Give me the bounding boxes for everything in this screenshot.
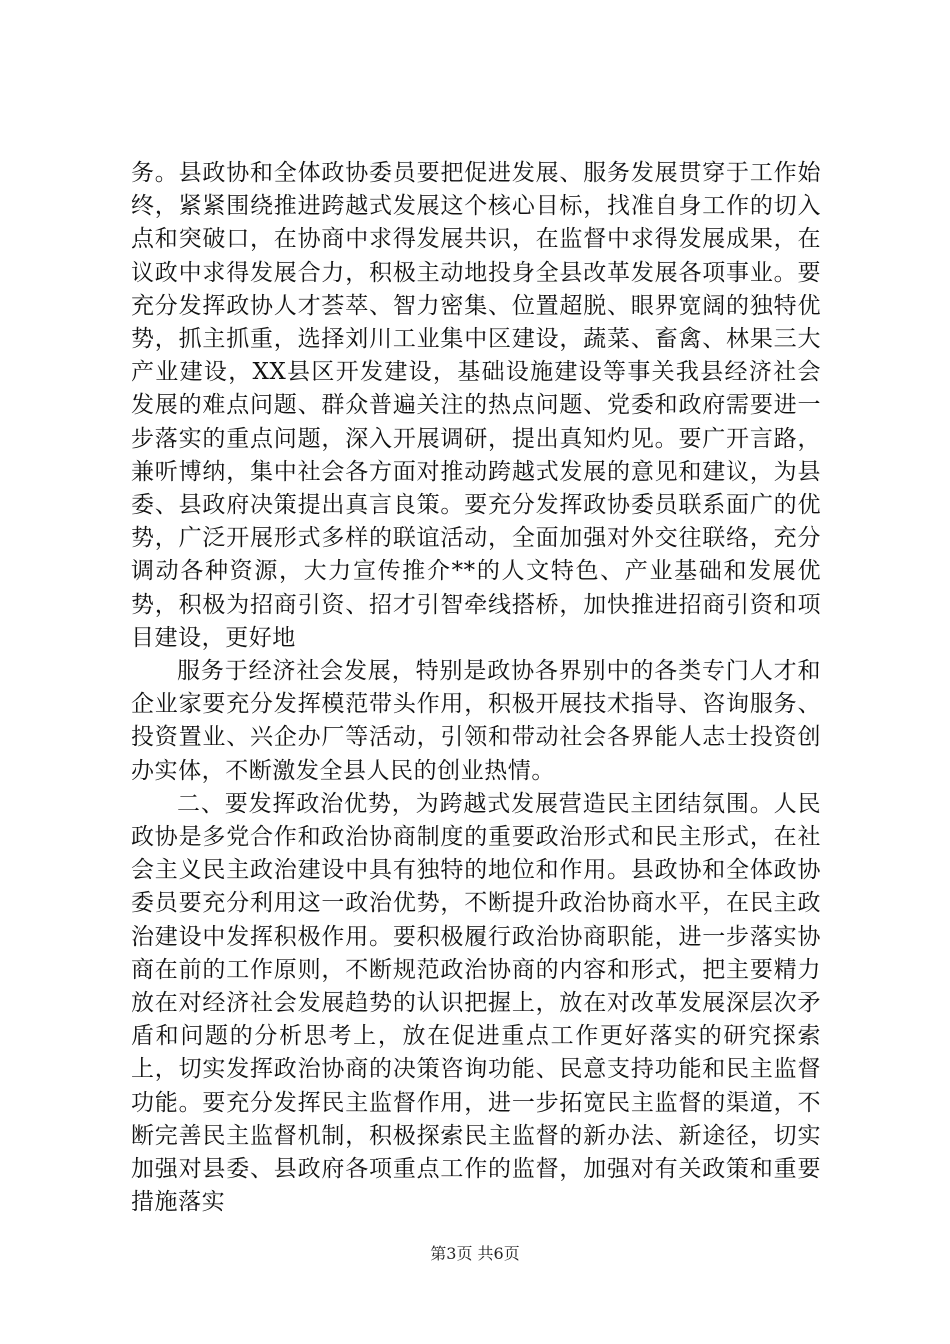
body-text: [131, 157, 821, 1220]
page-footer: 第3页 共6页: [430, 1244, 520, 1263]
paragraph-continuation: 务。县政协和全体政协委员要把促进发展、服务发展贯穿于工作始终，紧紧围绕推进跨越式发展这个核心目标，找准自身工作的切入点和突破口，在协商中求得发展共识，在监督中求得发展成果，在议政中求得发展合力，积极主动地投身全县改革发展各项事业。要充分发挥政协人才荟萃、智力密集、位置超脱、眼界宽阔的独特优势，抓主抓重，选择刘川工业集中区建设，蔬菜、畜禽、林果三大产业建设，XX县区开发建设，基础设施建设等事关我县经济社会发展的难点问题、群众普遍关注的热点问题、党委和政府需要进一步落实的重点问题，深入开展调研，提出真知灼见。要广开言路，兼听博纳，集中社会各方面对推动跨越式发展的意见和建议，为县委、县政府决策提出真言良策。要充分发挥政协委员联系面广的优势，广泛开展形式多样的联谊活动，全面加强对外交往联络，充分调动各种资源，大力宣传推介**的人文特色、产业基础和发展优势，积极为招商引资、招才引智牵线搭桥，加快推进招商引资和项目建设，更好地: [131, 160, 821, 651]
paragraph-section-two: 二、要发挥政治优势，为跨越式发展营造民主团结氛围。人民政协是多党合作和政治协商制度的重要政治形式和民主形式，在社会主义民主政治建设中具有独特的地位和作用。县政协和全体政协委员要充分利用这一政治优势，不断提升政治协商水平，在民主政治建设中发挥积极作用。要积极履行政治协商职能，进一步落实协商在前的工作原则，不断规范政治协商的内容和形式，把主要精力放在对经济社会发展趋势的认识把握上，放在对改革发展深层次矛盾和问题的分析思考上，放在促进重点工作更好落实的研究探索上，切实发挥政治协商的决策咨询功能、民意支持功能和民主监督功能。要充分发挥民主监督作用，进一步拓宽民主监督的渠道，不断完善民主监督机制，积极探索民主监督的新办法、新途径，切实加强对县委、县政府各项重点工作的监督，加强对有关政策和重要措施落实: [131, 790, 821, 1216]
paragraph-service: 服务于经济社会发展，特别是政协各界别中的各类专门人才和企业家要充分发挥模范带头作用，积极开展技术指导、咨询服务、投资置业、兴企办厂等活动，引领和带动社会各界能人志士投资创办实体，不断激发全县人民的创业热情。: [131, 658, 821, 784]
